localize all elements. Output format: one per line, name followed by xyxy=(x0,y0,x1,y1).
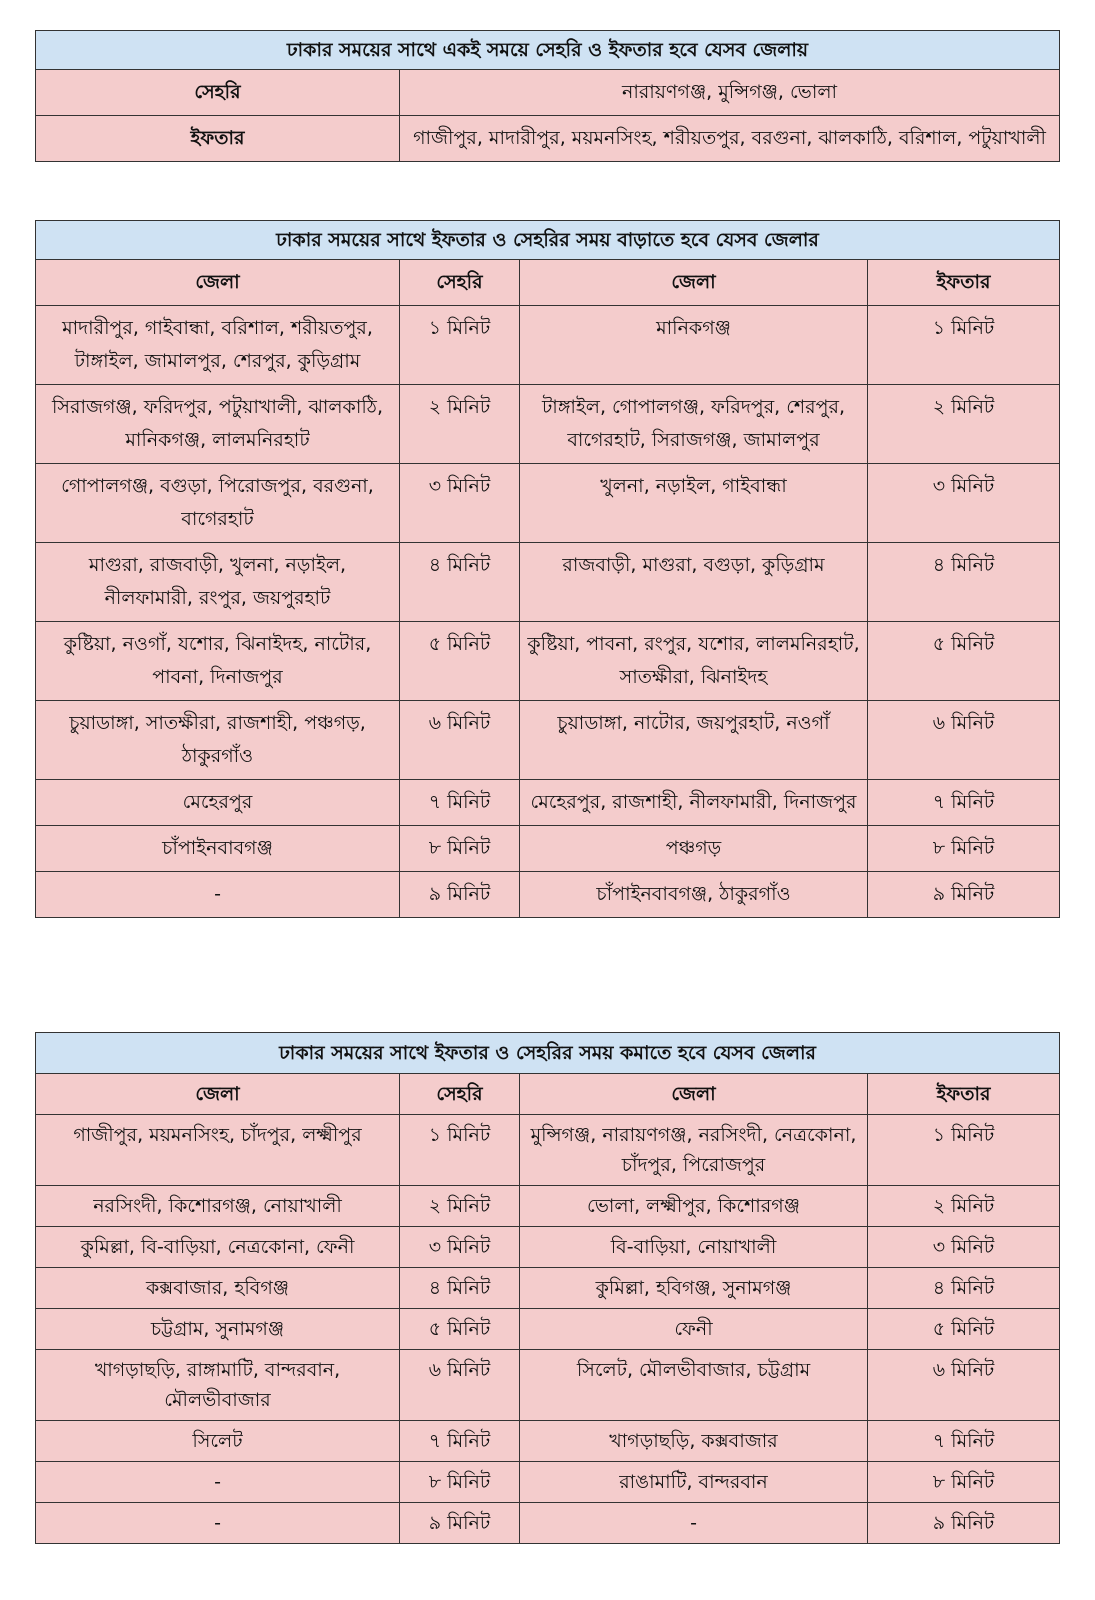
sehri-minutes-cell: ৩ মিনিট xyxy=(400,464,520,543)
col-header-iftar: ইফতার xyxy=(868,1074,1060,1115)
table-row xyxy=(36,1421,1060,1462)
sehri-minutes-cell: ১ মিনিট xyxy=(400,306,520,385)
table-row xyxy=(36,306,1060,385)
sehri-minutes-cell: ৬ মিনিট xyxy=(400,1350,520,1421)
sehri-districts-cell: গোপালগঞ্জ, বগুড়া, পিরোজপুর, বরগুনা, বাগেরহাট xyxy=(36,464,400,543)
iftar-districts-cell: খাগড়াছড়ি, কক্সবাজার xyxy=(520,1421,868,1462)
sehri-minutes-cell: ৯ মিনিট xyxy=(400,872,520,918)
table-row xyxy=(36,701,1060,780)
iftar-minutes-cell: ৩ মিনিট xyxy=(868,1227,1060,1268)
table-row xyxy=(36,1268,1060,1309)
iftar-minutes-cell: ৫ মিনিট xyxy=(868,1309,1060,1350)
sehri-minutes-cell: ৪ মিনিট xyxy=(400,1268,520,1309)
sehri-districts: নারায়ণগঞ্জ, মুন্সিগঞ্জ, ভোলা xyxy=(400,70,1060,116)
col-header-district: জেলা xyxy=(520,260,868,306)
sehri-districts-cell: চট্টগ্রাম, সুনামগঞ্জ xyxy=(36,1309,400,1350)
col-header-district: জেলা xyxy=(36,1074,400,1115)
increase-time-title: ঢাকার সময়ের সাথে ইফতার ও সেহরির সময় বাড়াতে হবে যেসব জেলার xyxy=(36,221,1060,260)
iftar-districts-cell: রাজবাড়ী, মাগুরা, বগুড়া, কুড়িগ্রাম xyxy=(520,543,868,622)
table-row xyxy=(36,1186,1060,1227)
sehri-districts-cell: নরসিংদী, কিশোরগঞ্জ, নোয়াখালী xyxy=(36,1186,400,1227)
iftar-districts-cell: বি-বাড়িয়া, নোয়াখালী xyxy=(520,1227,868,1268)
iftar-minutes-cell: ৪ মিনিট xyxy=(868,543,1060,622)
sehri-districts-cell: চাঁপাইনবাবগঞ্জ xyxy=(36,826,400,872)
sehri-minutes-cell: ৮ মিনিট xyxy=(400,1462,520,1503)
iftar-minutes-cell: ৫ মিনিট xyxy=(868,622,1060,701)
iftar-districts-cell: - xyxy=(520,1503,868,1544)
table-row xyxy=(36,1115,1060,1186)
iftar-minutes-cell: ২ মিনিট xyxy=(868,385,1060,464)
sehri-minutes-cell: ৬ মিনিট xyxy=(400,701,520,780)
iftar-districts-cell: চাঁপাইনবাবগঞ্জ, ঠাকুরগাঁও xyxy=(520,872,868,918)
table-row xyxy=(36,622,1060,701)
sehri-districts-cell: গাজীপুর, ময়মনসিংহ, চাঁদপুর, লক্ষ্মীপুর xyxy=(36,1115,400,1186)
sehri-districts-cell: মাদারীপুর, গাইবান্ধা, বরিশাল, শরীয়তপুর, টাঙ্গাইল, জামালপুর, শেরপুর, কুড়িগ্রাম xyxy=(36,306,400,385)
iftar-districts-cell: কুষ্টিয়া, পাবনা, রংপুর, যশোর, লালমনিরহাট, সাতক্ষীরা, ঝিনাইদহ xyxy=(520,622,868,701)
iftar-districts-cell: সিলেট, মৌলভীবাজার, চট্টগ্রাম xyxy=(520,1350,868,1421)
sehri-districts-cell: - xyxy=(36,1503,400,1544)
sehri-districts-cell: মেহেরপুর xyxy=(36,780,400,826)
table-row xyxy=(36,385,1060,464)
sehri-minutes-cell: ৭ মিনিট xyxy=(400,780,520,826)
same-time-table xyxy=(35,30,1060,162)
table-row xyxy=(36,872,1060,918)
iftar-minutes-cell: ১ মিনিট xyxy=(868,1115,1060,1186)
sehri-minutes-cell: ৫ মিনিট xyxy=(400,622,520,701)
iftar-districts-cell: রাঙামাটি, বান্দরবান xyxy=(520,1462,868,1503)
sehri-districts-cell: সিরাজগঞ্জ, ফরিদপুর, পটুয়াখালী, ঝালকাঠি, মানিকগঞ্জ, লালমনিরহাট xyxy=(36,385,400,464)
sehri-districts-cell: খাগড়াছড়ি, রাঙ্গামাটি, বান্দরবান, মৌলভীবাজার xyxy=(36,1350,400,1421)
sehri-minutes-cell: ৯ মিনিট xyxy=(400,1503,520,1544)
header-row xyxy=(36,260,1060,306)
table-row xyxy=(36,543,1060,622)
iftar-minutes-cell: ৯ মিনিট xyxy=(868,872,1060,918)
sehri-minutes-cell: ১ মিনিট xyxy=(400,1115,520,1186)
header-row xyxy=(36,1074,1060,1115)
iftar-districts: গাজীপুর, মাদারীপুর, ময়মনসিংহ, শরীয়তপুর, বরগুনা, ঝালকাঠি, বরিশাল, পটুয়াখালী xyxy=(400,116,1060,162)
sehri-label: সেহরি xyxy=(36,70,400,116)
col-header-district: জেলা xyxy=(36,260,400,306)
table-row xyxy=(36,826,1060,872)
table-row xyxy=(36,1227,1060,1268)
table-row xyxy=(36,1462,1060,1503)
iftar-minutes-cell: ৬ মিনিট xyxy=(868,701,1060,780)
sehri-minutes-cell: ৪ মিনিট xyxy=(400,543,520,622)
iftar-minutes-cell: ৯ মিনিট xyxy=(868,1503,1060,1544)
iftar-districts-cell: পঞ্চগড় xyxy=(520,826,868,872)
table-row xyxy=(36,1350,1060,1421)
sehri-districts-cell: চুয়াডাঙ্গা, সাতক্ষীরা, রাজশাহী, পঞ্চগড়, ঠাকুরগাঁও xyxy=(36,701,400,780)
increase-time-table xyxy=(35,220,1060,918)
iftar-districts-cell: ফেনী xyxy=(520,1309,868,1350)
iftar-minutes-cell: ৮ মিনিট xyxy=(868,1462,1060,1503)
iftar-minutes-cell: ৭ মিনিট xyxy=(868,780,1060,826)
iftar-minutes-cell: ৬ মিনিট xyxy=(868,1350,1060,1421)
decrease-time-table xyxy=(35,1032,1060,1544)
sehri-minutes-cell: ২ মিনিট xyxy=(400,1186,520,1227)
iftar-minutes-cell: ১ মিনিট xyxy=(868,306,1060,385)
iftar-districts-cell: মানিকগঞ্জ xyxy=(520,306,868,385)
iftar-districts-cell: মুন্সিগঞ্জ, নারায়ণগঞ্জ, নরসিংদী, নেত্রকোনা, চাঁদপুর, পিরোজপুর xyxy=(520,1115,868,1186)
sehri-minutes-cell: ৩ মিনিট xyxy=(400,1227,520,1268)
iftar-districts-cell: চুয়াডাঙ্গা, নাটোর, জয়পুরহাট, নওগাঁ xyxy=(520,701,868,780)
sehri-districts-cell: - xyxy=(36,1462,400,1503)
col-header-iftar: ইফতার xyxy=(868,260,1060,306)
table-row xyxy=(36,780,1060,826)
iftar-minutes-cell: ৮ মিনিট xyxy=(868,826,1060,872)
iftar-minutes-cell: ৭ মিনিট xyxy=(868,1421,1060,1462)
decrease-time-title: ঢাকার সময়ের সাথে ইফতার ও সেহরির সময় কমাতে হবে যেসব জেলার xyxy=(36,1033,1060,1074)
sehri-minutes-cell: ৭ মিনিট xyxy=(400,1421,520,1462)
iftar-minutes-cell: ৪ মিনিট xyxy=(868,1268,1060,1309)
sehri-districts-cell: কক্সবাজার, হবিগঞ্জ xyxy=(36,1268,400,1309)
table-row xyxy=(36,464,1060,543)
sehri-minutes-cell: ৮ মিনিট xyxy=(400,826,520,872)
col-header-sehri: সেহরি xyxy=(400,1074,520,1115)
sehri-minutes-cell: ৫ মিনিট xyxy=(400,1309,520,1350)
sehri-districts-cell: সিলেট xyxy=(36,1421,400,1462)
same-time-title: ঢাকার সময়ের সাথে একই সময়ে সেহরি ও ইফতার হবে যেসব জেলায় xyxy=(36,31,1060,70)
col-header-district: জেলা xyxy=(520,1074,868,1115)
sehri-districts-cell: মাগুরা, রাজবাড়ী, খুলনা, নড়াইল, নীলফামারী, রংপুর, জয়পুরহাট xyxy=(36,543,400,622)
table-row xyxy=(36,1503,1060,1544)
col-header-sehri: সেহরি xyxy=(400,260,520,306)
iftar-minutes-cell: ২ মিনিট xyxy=(868,1186,1060,1227)
sehri-minutes-cell: ২ মিনিট xyxy=(400,385,520,464)
iftar-minutes-cell: ৩ মিনিট xyxy=(868,464,1060,543)
iftar-districts-cell: মেহেরপুর, রাজশাহী, নীলফামারী, দিনাজপুর xyxy=(520,780,868,826)
iftar-districts-cell: ভোলা, লক্ষ্মীপুর, কিশোরগঞ্জ xyxy=(520,1186,868,1227)
iftar-districts-cell: খুলনা, নড়াইল, গাইবান্ধা xyxy=(520,464,868,543)
sehri-districts-cell: কুমিল্লা, বি-বাড়িয়া, নেত্রকোনা, ফেনী xyxy=(36,1227,400,1268)
iftar-districts-cell: কুমিল্লা, হবিগঞ্জ, সুনামগঞ্জ xyxy=(520,1268,868,1309)
sehri-districts-cell: - xyxy=(36,872,400,918)
iftar-label: ইফতার xyxy=(36,116,400,162)
iftar-districts-cell: টাঙ্গাইল, গোপালগঞ্জ, ফরিদপুর, শেরপুর, বাগেরহাট, সিরাজগঞ্জ, জামালপুর xyxy=(520,385,868,464)
table-row xyxy=(36,1309,1060,1350)
sehri-districts-cell: কুষ্টিয়া, নওগাঁ, যশোর, ঝিনাইদহ, নাটোর, পাবনা, দিনাজপুর xyxy=(36,622,400,701)
